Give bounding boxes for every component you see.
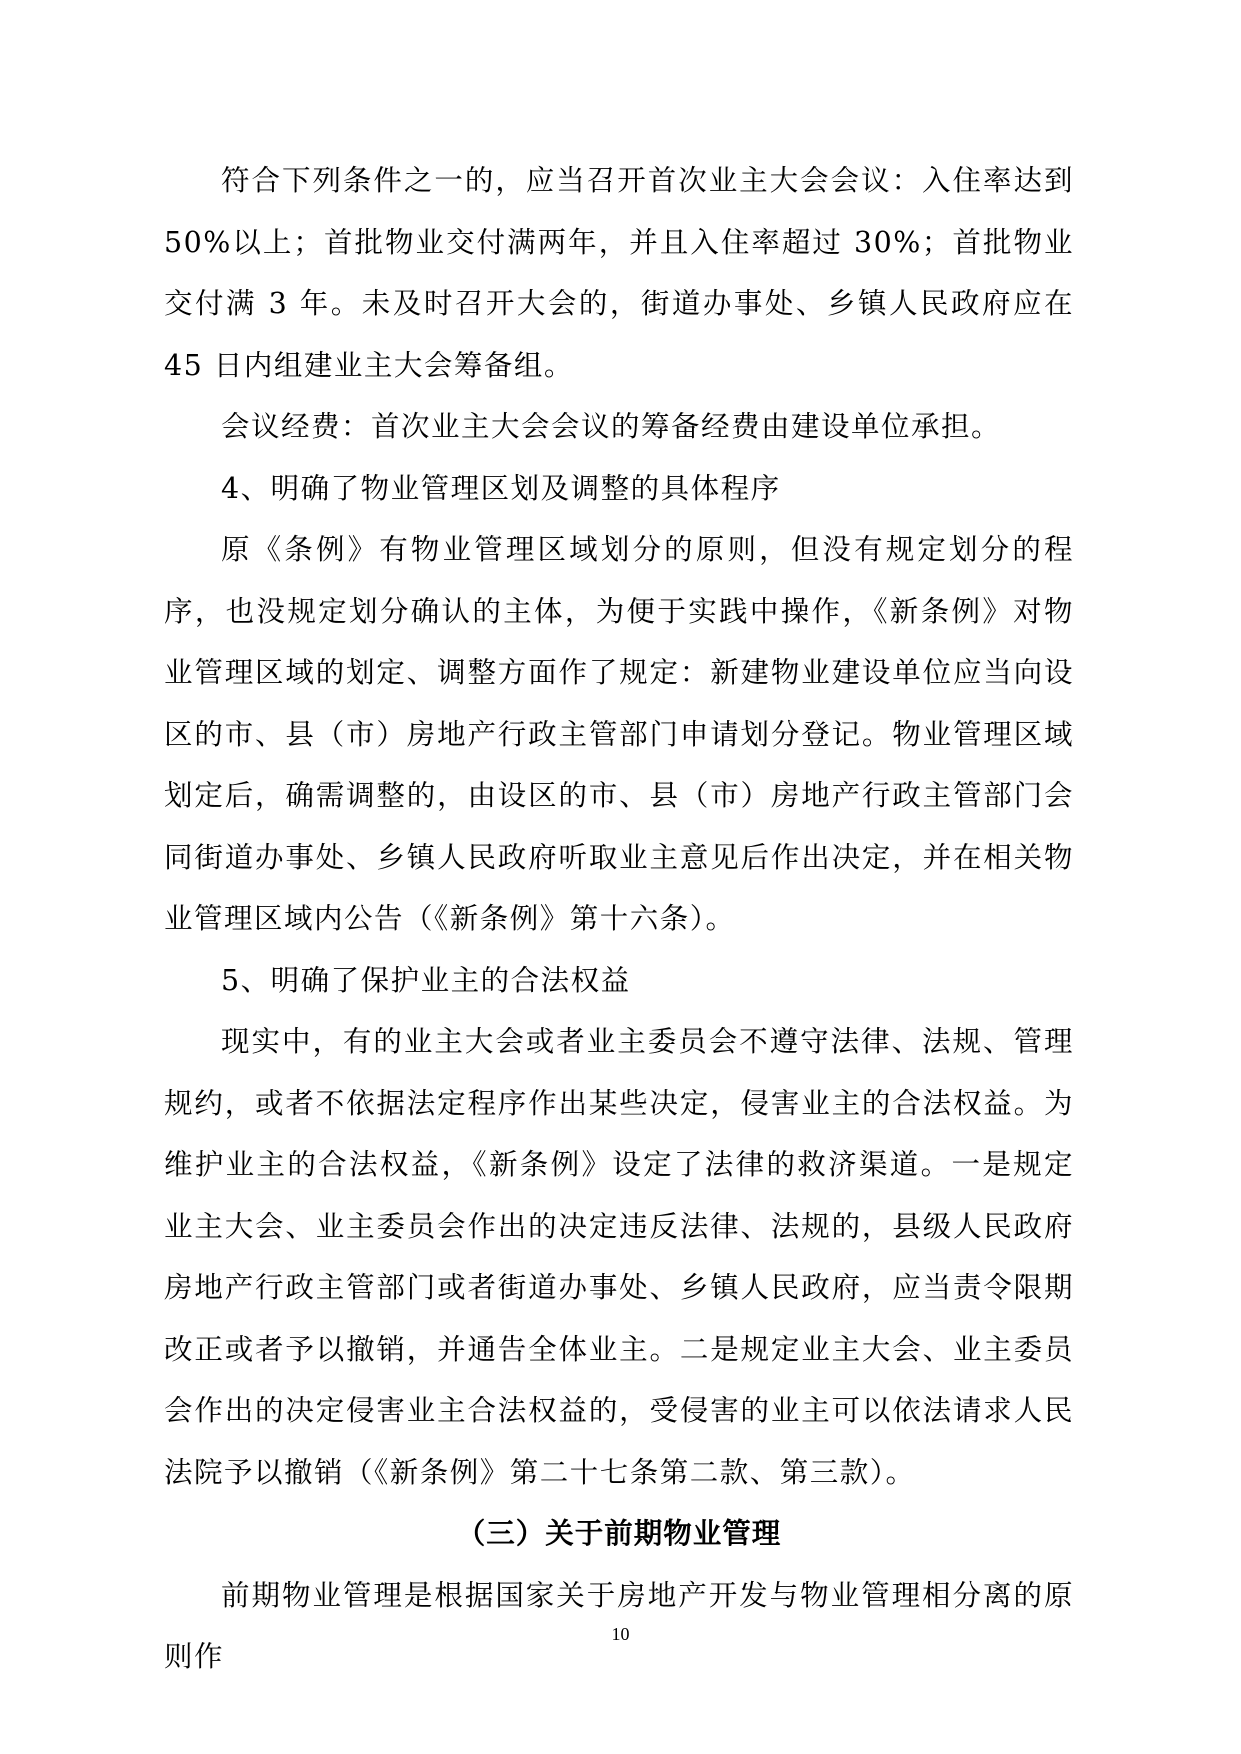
paragraph-preliminary-management: 前期物业管理是根据国家关于房地产开发与物业管理相分离的原则作 [164, 1578, 1074, 1673]
section-heading: （三）关于前期物业管理 [456, 1517, 782, 1550]
subheading-owner-rights: 5、明确了保护业主的合法权益 [221, 963, 631, 997]
paragraph-region-division: 原《条例》有物业管理区域划分的原则，但没有规定划分的程序，也没规定划分确认的主体，为便于实践中操作，《新条例》对物业管理区域的划定、调整方面作了规定：新建物业建设单位应当向设区的市、县（市）房地产行政主管部门申请划分登记。物业管理区域划定后，确需调整的，由设区的市、县（市）房地产行政主管部门会同街道办事处、乡镇人民政府听取业主意见后作出决定，并在相关物业管理区域内公告（《新条例》第十六条）。 [164, 533, 1074, 935]
paragraph-meeting-conditions: 符合下列条件之一的，应当召开首次业主大会会议：入住率达到 50%以上；首批物业交付满两年，并且入住率超过 30%；首批物业交付满 3 年。未及时召开大会的，街道办事处、乡镇人民政府应在 45 日内组建业主大会筹备组。 [164, 164, 1074, 382]
page-number: 10 [611, 1624, 630, 1644]
paragraph-owner-rights: 现实中，有的业主大会或者业主委员会不遵守法律、法规、管理规约，或者不依据法定程序作出某些决定，侵害业主的合法权益。为维护业主的合法权益，《新条例》设定了法律的救济渠道。一是规定业主大会、业主委员会作出的决定违反法律、法规的，县级人民政府房地产行政主管部门或者街道办事处、乡镇人民政府，应当责令限期改正或者予以撤销，并通告全体业主。二是规定业主大会、业主委员会作出的决定侵害业主合法权益的，受侵害的业主可以依法请求人民法院予以撤销（《新条例》第二十七条第二款、第三款）。 [164, 1025, 1074, 1489]
paragraph-meeting-funds: 会议经费：首次业主大会会议的筹备经费由建设单位承担。 [221, 410, 1002, 443]
document-body [164, 150, 1074, 1688]
subheading-region-division: 4、明确了物业管理区划及调整的具体程序 [221, 471, 781, 505]
